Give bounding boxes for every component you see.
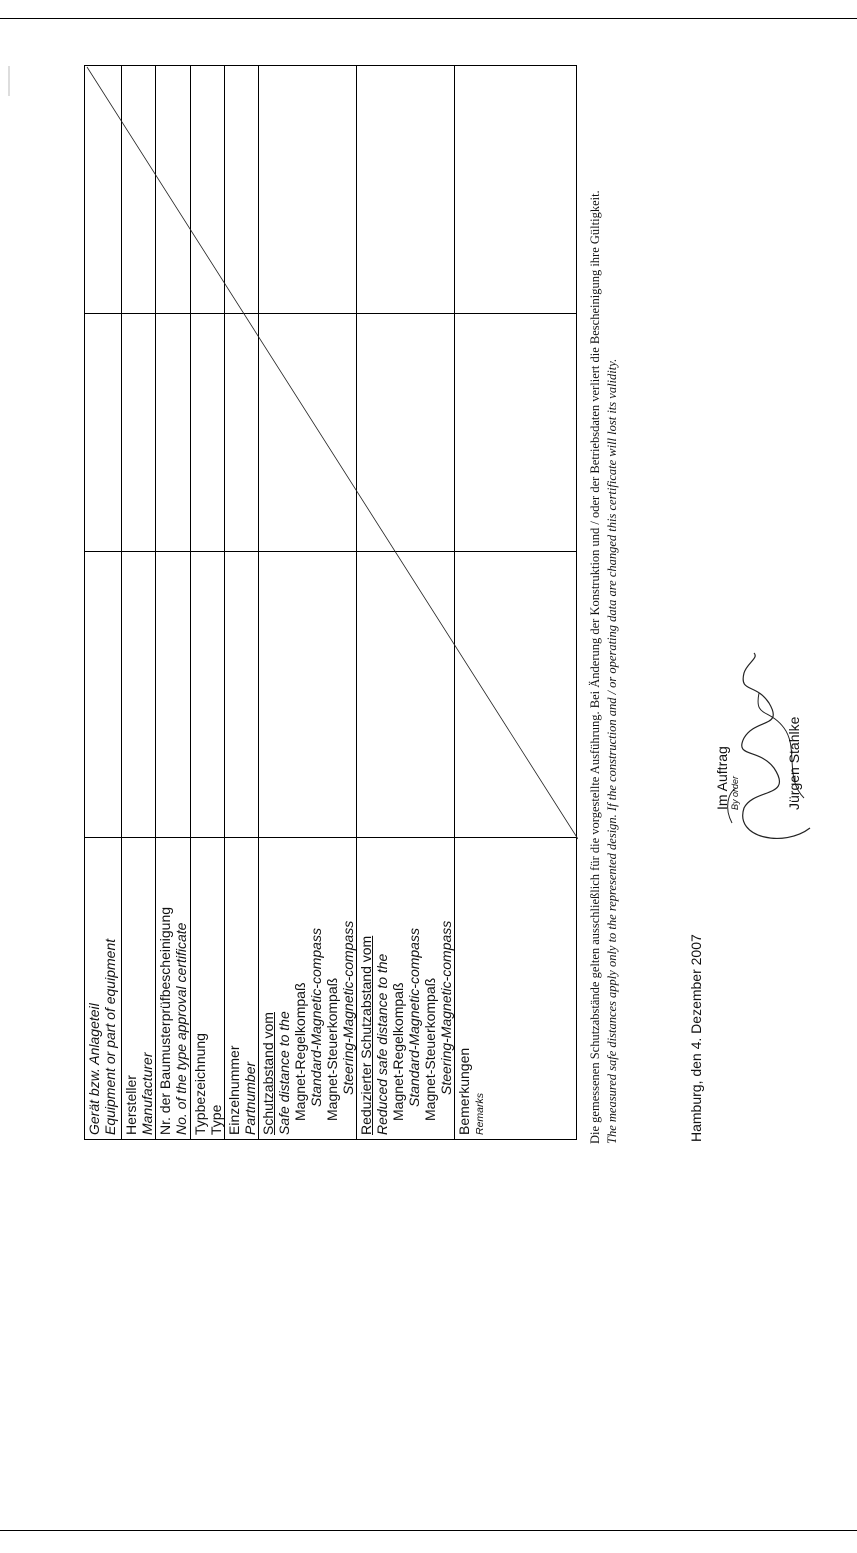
place-and-date: Hamburg, den 4. Dezember 2007 (688, 934, 704, 1142)
order-label: Im Auftrag (714, 746, 730, 810)
label-en: Equipment or part of equipment (102, 938, 118, 1135)
label-en: Type (208, 1104, 224, 1135)
label-de: Bemerkungen (456, 1047, 472, 1135)
signature-block (714, 648, 824, 868)
label-de: Einzelnummer (226, 1045, 242, 1135)
row-label (226, 70, 258, 1135)
label-standard-compass-de: Magnet-Regelkompaß (292, 982, 308, 1121)
handwritten-signature (714, 648, 824, 868)
bottom-border-line (0, 1530, 857, 1531)
row-label (456, 70, 488, 1135)
table-row-manufacturer (121, 66, 155, 1139)
table-row-equipment (85, 66, 121, 1139)
signer-name: Jürgen Stahlke (786, 716, 802, 810)
label-de: Reduzierter Schutzabstand vom (358, 935, 374, 1135)
label-en: Remarks (474, 1092, 486, 1135)
row-label (260, 70, 356, 1135)
row-label (358, 70, 454, 1135)
row-label (86, 70, 118, 1135)
table-row-type (190, 66, 224, 1139)
row-label (123, 70, 155, 1135)
row-label (192, 70, 224, 1135)
order-label-en: By order (730, 775, 740, 810)
table-row-certificate-number (155, 66, 190, 1139)
label-de: Typbezeichnung (192, 1033, 208, 1135)
validity-note-en: The measured safe distances apply only to the represented design. If the construction and / or operating data are changed this certificate will lost its validity. (605, 358, 619, 1144)
label-en: Partnumber (242, 1061, 258, 1135)
label-standard-compass-en: Standard-Magnetic-compass (308, 928, 324, 1107)
row-label (157, 70, 189, 1135)
table-row-safe-distance (258, 66, 356, 1139)
label-en: No. of the type approval certificate (173, 922, 189, 1135)
table-row-reduced-safe-distance (356, 66, 454, 1139)
label-en: Safe distance to the (276, 1011, 292, 1135)
label-en: Reduced safe distance to the (374, 953, 390, 1135)
label-de: Nr. der Baumusterprüfbescheinigung (157, 906, 173, 1135)
table-row-remarks (454, 66, 578, 1139)
validity-notes (588, 44, 620, 1144)
label-en: Manufacturer (139, 1052, 155, 1135)
label-steering-compass-en: Steering-Magnetic-compass (438, 920, 454, 1095)
label-de: Gerät bzw. Anlageteil (86, 1003, 102, 1135)
table-row-partnumber (224, 66, 258, 1139)
label-steering-compass-en: Steering-Magnetic-compass (340, 920, 356, 1095)
label-de: Hersteller (123, 1075, 139, 1135)
label-steering-compass-de: Magnet-Steuerkompaß (422, 977, 438, 1121)
label-de: Schutzabstand vom (260, 1012, 276, 1135)
label-steering-compass-de: Magnet-Steuerkompaß (324, 977, 340, 1121)
validity-note-de: Die gemessenen Schutzabstände gelten ausschließlich für die vorgestellte Ausführung. Bei Änderung der Konstruktion und / oder der Betriebsdaten verliert die Bescheinigung ihre Gültigkeit. (588, 190, 602, 1144)
certificate-form-table (84, 65, 577, 1140)
label-standard-compass-de: Magnet-Regelkompaß (390, 982, 406, 1121)
label-standard-compass-en: Standard-Magnetic-compass (406, 928, 422, 1107)
